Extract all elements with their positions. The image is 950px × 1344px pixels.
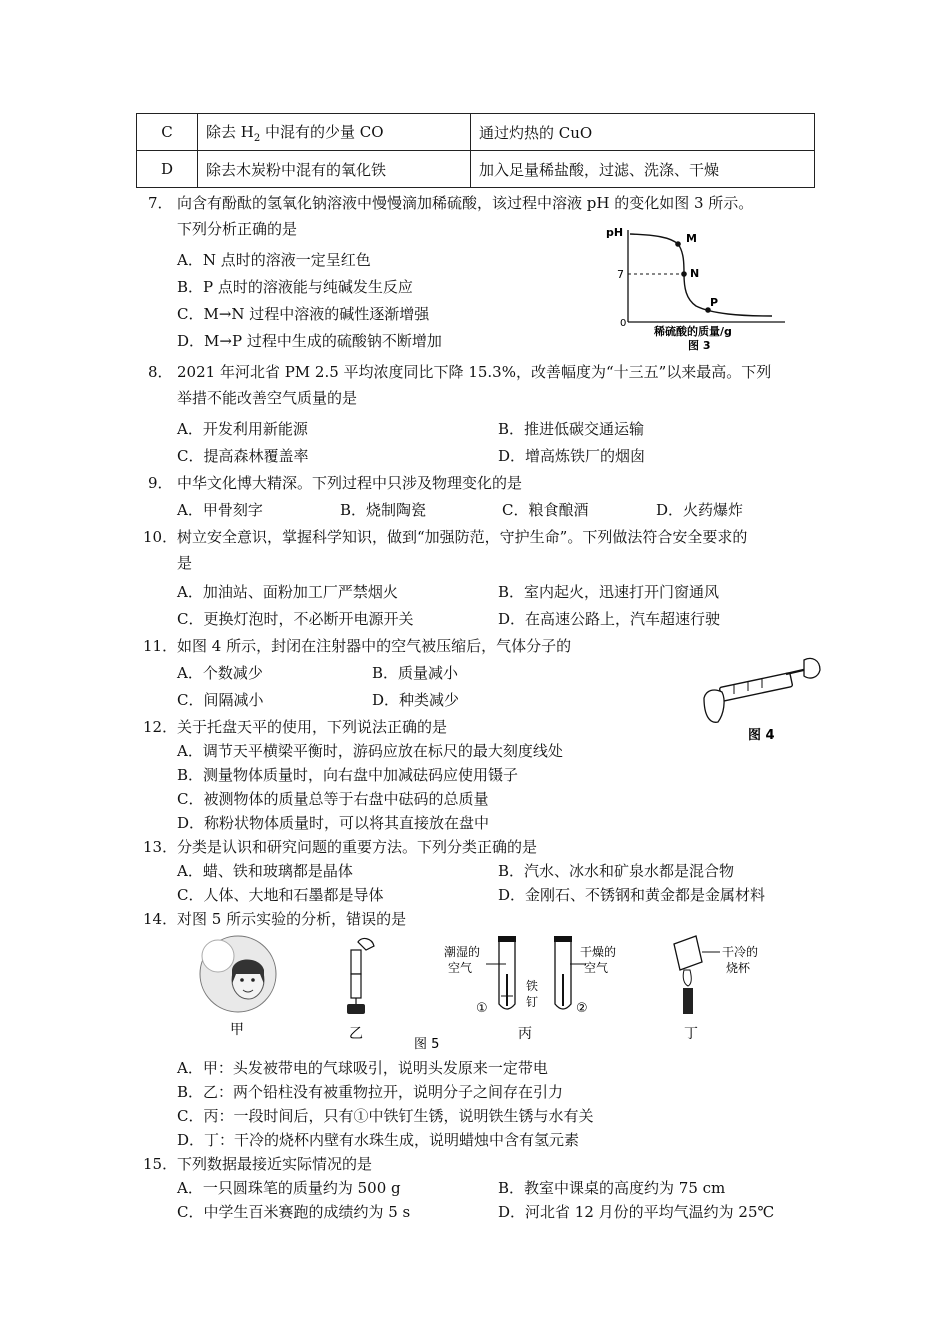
syringe-illustration	[704, 658, 820, 722]
row-method: 加入足量稀盐酸，过滤、洗涤、干燥	[471, 151, 815, 188]
question-number: 12．	[143, 718, 178, 736]
option-c: C．提高森林覆盖率	[177, 447, 309, 465]
option-a: A．开发利用新能源	[177, 420, 308, 438]
option-d: D．河北省 12 月份的平均气温约为 25℃	[498, 1203, 775, 1221]
question-stem: 是	[177, 554, 193, 572]
options-table	[136, 113, 815, 188]
option-d: D．在高速公路上，汽车超速行驶	[498, 610, 721, 628]
label-ding: 丁	[684, 1026, 698, 1042]
cold-beaker-label: 烧杯	[726, 961, 751, 975]
question-number: 10．	[143, 528, 178, 546]
label-jia: 甲	[230, 1022, 244, 1038]
question-number: 7．	[148, 194, 173, 212]
question-stem: 下列分析正确的是	[177, 220, 298, 238]
option-b: B．烧制陶瓷	[340, 501, 427, 519]
option-d: D．称粉状物体质量时，可以将其直接放在盘中	[177, 814, 490, 832]
ph-curve	[630, 234, 772, 316]
option-d: D．火药爆炸	[656, 501, 744, 519]
question-number: 15．	[143, 1155, 178, 1173]
figure-caption: 图 4	[748, 728, 775, 743]
option-c: C．间隔减小	[177, 691, 264, 709]
option-a: A．加油站、面粉加工厂严禁烟火	[177, 583, 398, 601]
question-stem: 中华文化博大精深。下列过程中只涉及物理变化的是	[177, 474, 523, 492]
row-letter: D	[137, 151, 198, 188]
row-letter: C	[137, 114, 198, 151]
option-d: D．种类减少	[372, 691, 460, 709]
tube-1-label: ①	[476, 1001, 488, 1016]
question-stem: 对图 5 所示实验的分析，错误的是	[177, 910, 407, 928]
figure-3-ph-curve	[600, 222, 800, 358]
option-b: B．测量物体质量时，向右盘中加减砝码应使用镊子	[177, 766, 519, 784]
figure-5-experiments	[190, 934, 790, 1054]
table-row	[137, 151, 815, 188]
question-stem: 举措不能改善空气质量的是	[177, 389, 358, 407]
question-number: 13．	[143, 838, 178, 856]
question-number: 8．	[148, 363, 173, 381]
test-tube-1	[498, 936, 516, 1009]
point-n	[681, 271, 687, 277]
option-c: C．丙：一段时间后，只有①中铁钉生锈，说明铁生锈与水有关	[177, 1107, 594, 1125]
question-number: 11．	[143, 637, 178, 655]
label-m: M	[686, 232, 697, 245]
question-stem: 分类是认识和研究问题的重要方法。下列分类正确的是	[177, 838, 538, 856]
option-b: B．汽水、冰水和矿泉水都是混合物	[498, 862, 735, 880]
lead-cylinders-illustration	[347, 939, 374, 1014]
option-c: C．粮食酿酒	[502, 501, 589, 519]
option-a: A．一只圆珠笔的质量约为 500 g	[177, 1179, 401, 1197]
option-b: B．室内起火，迅速打开门窗通风	[498, 583, 720, 601]
question-number: 9．	[148, 474, 173, 492]
label-n: N	[690, 267, 700, 280]
row-task: 除去 $H_2$ 中混有的少量 CO	[198, 114, 471, 151]
option-d: D．M→P 过程中生成的硫酸钠不断增加	[177, 332, 442, 350]
wet-air-label: 空气	[448, 961, 473, 975]
wet-air-label: 潮湿的	[444, 945, 481, 959]
label-yi: 乙	[349, 1026, 363, 1042]
point-m	[675, 241, 681, 247]
option-a: A．个数减少	[177, 664, 263, 682]
dry-air-label: 空气	[584, 961, 609, 975]
question-stem: 2021 年河北省 PM 2.5 平均浓度同比下降 15.3%，改善幅度为“十三五”以来最高。下列	[177, 363, 772, 381]
label-bing: 丙	[518, 1026, 532, 1042]
x-axis-label: 稀硫酸的质量/g	[654, 325, 732, 338]
row-task: 除去木炭粉中混有的氧化铁	[198, 151, 471, 188]
origin-label: 0	[620, 318, 627, 329]
y-axis-label: pH	[606, 226, 624, 239]
option-b: B．乙：两个铅柱没有被重物拉开，说明分子之间存在引力	[177, 1083, 564, 1101]
option-b: B．教室中课桌的高度约为 75 cm	[498, 1179, 726, 1197]
option-a: A．蜡、铁和玻璃都是晶体	[177, 862, 353, 880]
option-d: D．丁：干冷的烧杯内壁有水珠生成，说明蜡烛中含有氢元素	[177, 1131, 580, 1149]
row-method: 通过灼热的 CuO	[471, 114, 815, 151]
nail-label: 钉	[526, 995, 539, 1009]
question-stem: 如图 4 所示，封闭在注射器中的空气被压缩后，气体分子的	[177, 637, 572, 655]
option-b: B．质量减小	[372, 664, 459, 682]
option-c: C．中学生百米赛跑的成绩约为 5 s	[177, 1203, 411, 1221]
tick-7-label: 7	[617, 268, 624, 281]
figure-4-syringe	[700, 650, 825, 750]
option-a: A．甲：头发被带电的气球吸引，说明头发原来一定带电	[177, 1059, 548, 1077]
dry-air-label: 干燥的	[580, 945, 617, 959]
beaker-candle-illustration	[674, 936, 702, 1014]
option-c: C．人体、大地和石墨都是导体	[177, 886, 384, 904]
option-b: B．P 点时的溶液能与纯碱发生反应	[177, 278, 413, 296]
label-p: P	[710, 296, 719, 309]
question-number: 14．	[143, 910, 178, 928]
option-d: D．金刚石、不锈钢和黄金都是金属材料	[498, 886, 766, 904]
option-b: B．推进低碳交通运输	[498, 420, 645, 438]
option-a: A．N 点时的溶液一定呈红色	[177, 251, 371, 269]
tube-2-label: ②	[576, 1001, 588, 1016]
question-stem: 树立安全意识，掌握科学知识，做到“加强防范，守护生命”。下列做法符合安全要求的	[177, 528, 748, 546]
test-tube-2	[554, 936, 572, 1009]
option-c: C．M→N 过程中溶液的碱性逐渐增强	[177, 305, 430, 323]
option-c: C．更换灯泡时，不必断开电源开关	[177, 610, 414, 628]
question-stem: 下列数据最接近实际情况的是	[177, 1155, 373, 1173]
question-stem: 向含有酚酞的氢氧化钠溶液中慢慢滴加稀硫酸，该过程中溶液 pH 的变化如图 3 所示。	[177, 194, 754, 212]
table-row	[137, 114, 815, 151]
figure-caption: 图 3	[688, 339, 711, 352]
nail-label: 铁	[526, 979, 539, 993]
option-a: A．调节天平横梁平衡时，游码应放在标尺的最大刻度线处	[177, 742, 563, 760]
balloon-hair-photo	[200, 936, 276, 1012]
question-stem: 关于托盘天平的使用，下列说法正确的是	[177, 718, 448, 736]
option-c: C．被测物体的质量总等于右盘中砝码的总质量	[177, 790, 489, 808]
figure-caption: 图 5	[414, 1037, 440, 1052]
option-a: A．甲骨刻字	[177, 501, 263, 519]
cold-beaker-label: 干冷的	[722, 945, 759, 959]
option-d: D．增高炼铁厂的烟囱	[498, 447, 646, 465]
